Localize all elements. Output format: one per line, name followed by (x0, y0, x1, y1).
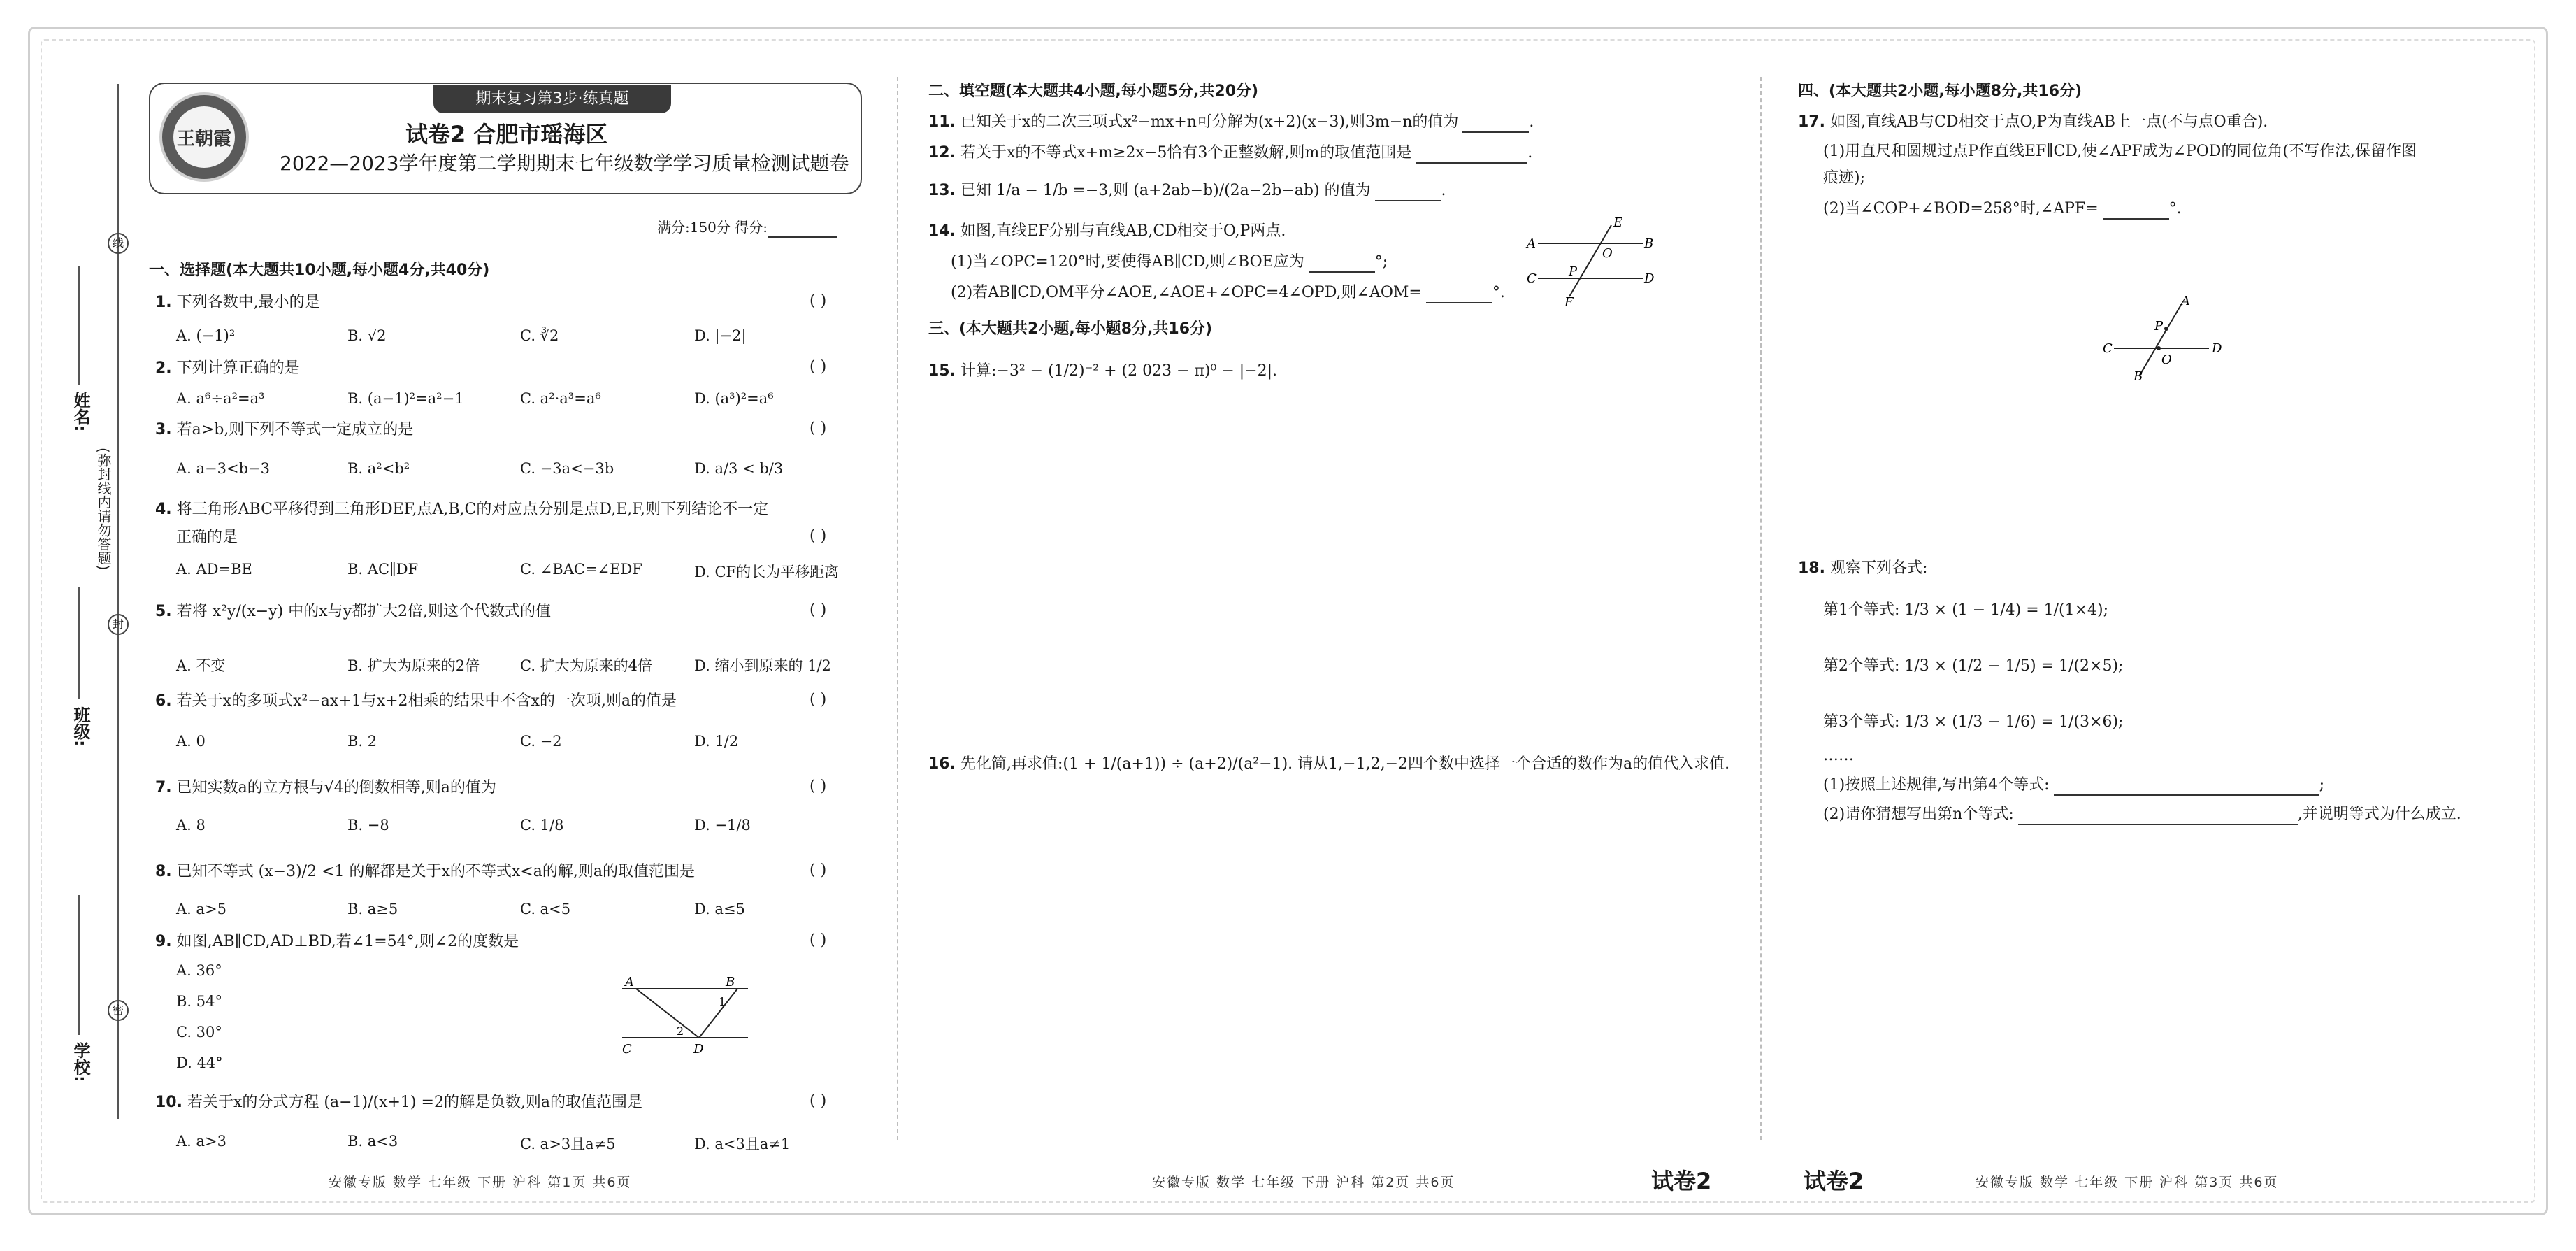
option-a: A. 36° (176, 962, 222, 979)
fig-label-a: A (2181, 294, 2190, 308)
score-line: 满分:150分 得分: (657, 217, 837, 238)
option-a: A. a>3 (176, 1133, 226, 1150)
q14-figure (1524, 217, 1657, 308)
section-title: 二、填空题(本大题共4小题,每小题5分,共20分) (928, 83, 1259, 100)
fig-label-o: O (1602, 246, 1613, 261)
question-14-part1: (1)当∠OPC=120°时,要使得AB∥CD,则∠BOE应为 °; (951, 252, 1388, 273)
question-9: 9. 如图,AB∥CD,AD⊥BD,若∠1=54°,则∠2的度数是 (155, 933, 519, 950)
name-field (78, 266, 80, 385)
question-8: 8. 已知不等式 (x−3)/2 <1 的解都是关于x的不等式x<a的解,则a的取值范围是 (155, 863, 695, 880)
class-label: 班级: (71, 706, 90, 747)
question-5: 5. 若将 x²y/(x−y) 中的x与y都扩大2倍,则这个代数式的值 (155, 603, 551, 620)
fig-angle-2: 2 (677, 1024, 684, 1038)
option-d: D. 44° (176, 1055, 223, 1071)
option-d: D. (a³)²=a⁶ (694, 390, 774, 407)
answer-blank: ( ) (810, 601, 827, 619)
answer-blank: ( ) (810, 358, 827, 376)
page-footer: 安徽专版 数学 七年级 下册 沪科 第1页 共6页 (329, 1175, 632, 1190)
equation-3: 第3个等式: 1/3 × (1/3 − 1/6) = 1/(3×6); (1823, 713, 2124, 731)
fig-label-d: D (1644, 271, 1655, 286)
option-a: A. a⁶÷a²=a³ (176, 390, 265, 407)
option-c: C. 1/8 (520, 817, 564, 834)
school-field (78, 895, 80, 1035)
option-a: A. AD=BE (176, 561, 252, 578)
fig-label-p: P (2154, 319, 2164, 334)
brand-logo (159, 92, 249, 182)
logo-text: 王朝霞 (176, 129, 231, 150)
question-17: 17. 如图,直线AB与CD相交于点O,P为直线AB上一点(不与点O重合). (1798, 113, 2268, 131)
seal-mark: 封 (108, 614, 129, 635)
option-d: D. −1/8 (694, 817, 751, 834)
answer-blank: ( ) (810, 420, 827, 437)
question-14: 14. 如图,直线EF分别与直线AB,CD相交于O,P两点. (928, 222, 1286, 240)
question-16: 16. 先化简,再求值:(1 + 1/(a+1)) ÷ (a+2)/(a²−1). 请从1,−1,2,−2四个数中选择一个合适的数作为a的值代入求值. (928, 755, 1730, 773)
option-c: C. ∛2 (520, 327, 559, 344)
fig-label-b: B (2134, 369, 2143, 384)
fig-label-f: F (1564, 295, 1574, 310)
header-tab: 期末复习第3步·练真题 (433, 85, 671, 113)
question-13: 13. 已知 1/a − 1/b =−3,则 (a+2ab−b)/(2a−2b−ab) 的值为 . (928, 180, 1446, 201)
option-b: B. a<3 (347, 1133, 398, 1150)
page-footer: 安徽专版 数学 七年级 下册 沪科 第3页 共6页 (1976, 1175, 2279, 1190)
exam-title: 试卷2 合肥市瑶海区 (405, 121, 608, 148)
question-17-part1-cont: 痕迹); (1823, 169, 1865, 187)
fig-label-b: B (726, 975, 735, 989)
fig-label-a: A (625, 975, 634, 989)
option-c: C. a>3且a≠5 (520, 1136, 616, 1152)
option-b: B. a≥5 (347, 901, 398, 917)
column-divider (897, 77, 898, 1140)
option-b: B. √2 (347, 327, 387, 344)
option-a: A. 8 (176, 817, 206, 834)
question-14-part2: (2)若AB∥CD,OM平分∠AOE,∠AOE+∠OPC=4∠OPD,则∠AOM= °. (951, 283, 1505, 303)
option-b: B. 2 (347, 733, 377, 750)
question-7: 7. 已知实数a的立方根与√4的倒数相等,则a的值为 (155, 779, 496, 796)
seal-warning: (弥封线内请勿答题) (95, 448, 112, 571)
fig-label-c: C (622, 1042, 632, 1057)
question-4-cont: 正确的是 (176, 529, 238, 546)
answer-blank: ( ) (810, 527, 827, 545)
seal-mark: 密 (108, 1000, 129, 1021)
option-d: D. a/3 < b/3 (694, 460, 784, 477)
option-c: C. −2 (520, 733, 562, 750)
option-a: A. a−3<b−3 (176, 460, 270, 477)
option-d: D. a<3且a≠1 (694, 1136, 791, 1152)
q9-figure (615, 973, 755, 1057)
question-4: 4. 将三角形ABC平移得到三角形DEF,点A,B,C的对应点分别是点D,E,F,则下列结论不一定 (155, 501, 769, 518)
option-b: B. −8 (347, 817, 389, 834)
question-18-part1: (1)按照上述规律,写出第4个等式: ; (1823, 775, 2324, 796)
question-17-part1: (1)用直尺和圆规过点P作直线EF∥CD,使∠APF成为∠POD的同位角(不写作法,保留作图 (1823, 143, 2417, 160)
option-a: A. 0 (176, 733, 206, 750)
fig-label-a: A (1527, 236, 1536, 251)
equation-1: 第1个等式: 1/3 × (1 − 1/4) = 1/(1×4); (1823, 601, 2109, 619)
option-d: D. a≤5 (694, 901, 745, 917)
answer-blank: ( ) (810, 862, 827, 879)
section-title: 一、选择题(本大题共10小题,每小题4分,共40分) (149, 262, 490, 279)
name-label: 姓名: (71, 392, 90, 432)
option-a: A. 不变 (176, 657, 226, 674)
option-b: B. a²<b² (347, 460, 410, 477)
fig-label-c: C (1527, 271, 1537, 286)
option-d: D. |−2| (694, 327, 747, 344)
answer-blank: ( ) (810, 1092, 827, 1110)
option-d: D. 1/2 (694, 733, 739, 750)
fig-angle-1: 1 (719, 995, 726, 1008)
exam-subtitle: 2022—2023学年度第二学期期末七年级数学学习质量检测试题卷 (280, 152, 849, 175)
option-c: C. 扩大为原来的4倍 (520, 657, 653, 674)
answer-blank: ( ) (810, 778, 827, 795)
option-a: A. (−1)² (176, 327, 236, 344)
section-title: 四、(本大题共2小题,每小题8分,共16分) (1798, 83, 2082, 100)
option-c: C. a<5 (520, 901, 571, 917)
ellipsis: …… (1823, 747, 1854, 764)
question-10: 10. 若关于x的分式方程 (a−1)/(x+1) =2的解是负数,则a的取值范围是 (155, 1094, 643, 1111)
seal-mark: 线 (108, 233, 129, 254)
question-11: 11. 已知关于x的二次三项式x²−mx+n可分解为(x+2)(x−3),则3m−n的值为 . (928, 112, 1534, 133)
question-17-part2: (2)当∠COP+∠BOD=258°时,∠APF= °. (1823, 199, 2182, 220)
page-footer: 安徽专版 数学 七年级 下册 沪科 第2页 共6页 (1152, 1175, 1455, 1190)
option-c: C. −3a<−3b (520, 460, 614, 477)
section-title: 三、(本大题共2小题,每小题8分,共16分) (928, 320, 1213, 338)
question-15: 15. 计算:−3² − (1/2)⁻² + (2 023 − π)⁰ − |−2|. (928, 362, 1278, 380)
option-c: C. 30° (176, 1024, 222, 1041)
question-1: 1. 下列各数中,最小的是 (155, 294, 320, 311)
fig-label-o: O (2161, 352, 2172, 367)
option-b: B. AC∥DF (347, 561, 419, 578)
option-c: C. ∠BAC=∠EDF (520, 561, 642, 578)
question-2: 2. 下列计算正确的是 (155, 359, 300, 377)
question-18: 18. 观察下列各式: (1798, 559, 1928, 577)
option-b: B. 54° (176, 993, 223, 1010)
option-b: B. (a−1)²=a²−1 (347, 390, 464, 407)
option-b: B. 扩大为原来的2倍 (347, 657, 480, 674)
fig-label-d: D (693, 1042, 704, 1057)
option-c: C. a²·a³=a⁶ (520, 390, 601, 407)
option-d: D. 缩小到原来的 1/2 (694, 657, 831, 674)
fig-label-e: E (1613, 215, 1623, 230)
question-6: 6. 若关于x的多项式x²−ax+1与x+2相乘的结果中不含x的一次项,则a的值是 (155, 692, 677, 710)
answer-blank: ( ) (810, 931, 827, 949)
fig-label-b: B (1644, 236, 1654, 251)
school-label: 学校: (71, 1042, 90, 1082)
answer-blank: ( ) (810, 292, 827, 310)
answer-blank: ( ) (810, 691, 827, 708)
question-12: 12. 若关于x的不等式x+m≥2x−5恰有3个正整数解,则m的取值范围是 . (928, 143, 1532, 164)
option-a: A. a>5 (176, 901, 226, 917)
option-d: D. CF的长为平移距离 (694, 564, 840, 580)
q17-figure (2097, 294, 2230, 385)
fig-label-c: C (2103, 341, 2113, 356)
paper-tag: 试卷2 (1804, 1168, 1864, 1194)
question-18-part2: (2)请你猜想写出第n个等式: ,并说明等式为什么成立. (1823, 804, 2461, 825)
column-divider (1760, 77, 1762, 1140)
fig-label-d: D (2212, 341, 2222, 356)
paper-tag: 试卷2 (1651, 1168, 1712, 1194)
fig-label-p: P (1569, 264, 1578, 279)
question-3: 3. 若a>b,则下列不等式一定成立的是 (155, 421, 414, 438)
equation-2: 第2个等式: 1/3 × (1/2 − 1/5) = 1/(2×5); (1823, 657, 2124, 675)
class-field (78, 587, 80, 699)
